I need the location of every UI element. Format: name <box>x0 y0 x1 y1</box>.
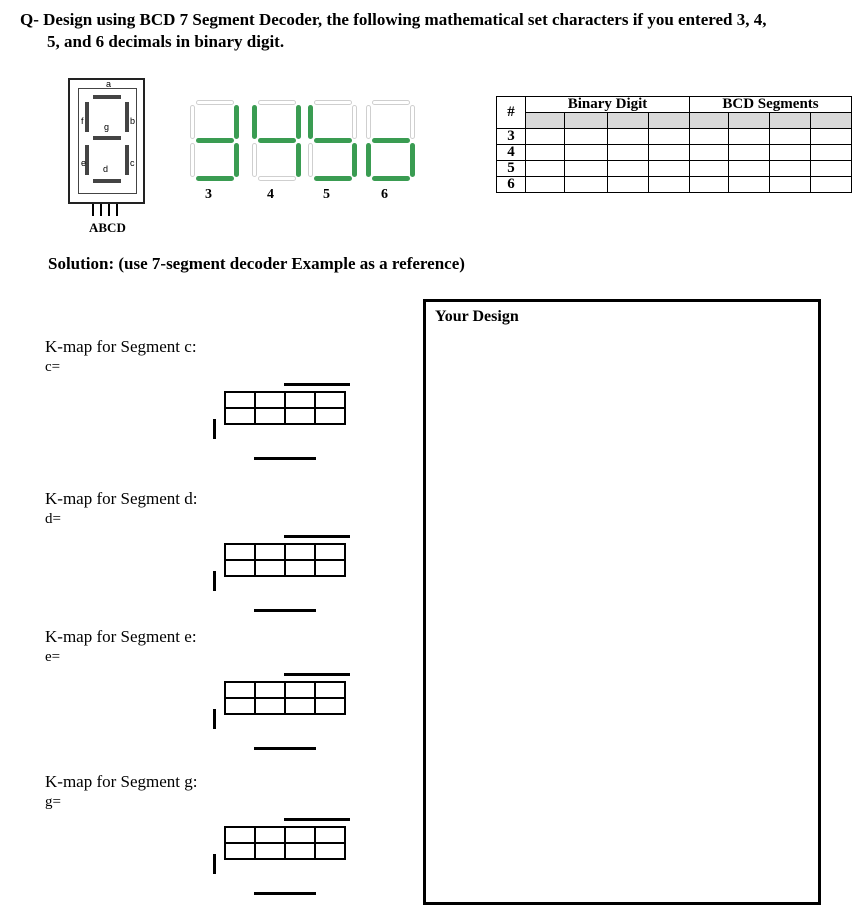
table-subheader-cell <box>690 113 729 129</box>
legend-segment-c <box>125 145 129 175</box>
kmap-variable-bar-top <box>284 818 350 821</box>
table-cell[interactable] <box>565 177 608 193</box>
table-cell[interactable] <box>729 129 770 145</box>
digit-segment-a <box>258 100 296 105</box>
kmap-equation[interactable]: e= <box>45 649 61 665</box>
kmap-cell[interactable] <box>225 392 255 408</box>
table-cell[interactable] <box>526 145 565 161</box>
kmap-variable-bar-left <box>213 709 216 729</box>
table-subheader-cell <box>608 113 649 129</box>
digit-label: 5 <box>323 187 330 202</box>
design-box[interactable] <box>423 299 821 905</box>
table-cell[interactable] <box>729 177 770 193</box>
kmap-variable-bar-left <box>213 571 216 591</box>
table-cell[interactable] <box>649 145 690 161</box>
table-header-number: # <box>497 97 526 129</box>
digit-segment-e <box>252 143 257 177</box>
kmap-grid <box>224 543 346 577</box>
kmap-cell[interactable] <box>225 827 255 843</box>
digit-segment-c <box>234 143 239 177</box>
kmap-cell[interactable] <box>225 560 255 576</box>
kmap-cell[interactable] <box>225 682 255 698</box>
kmap-variable-bar-top <box>284 673 350 676</box>
legend-frame <box>78 88 137 194</box>
table-cell[interactable] <box>649 177 690 193</box>
table-subheader-cell <box>811 113 852 129</box>
question-line-2: 5, and 6 decimals in binary digit. <box>47 32 285 51</box>
question-line-1: Q- Design using BCD 7 Segment Decoder, the following mathematical set characters if you entered 3, 4, <box>20 10 767 29</box>
digit-segment-b <box>352 105 357 139</box>
table-cell[interactable] <box>729 161 770 177</box>
kmap-cell[interactable] <box>285 392 315 408</box>
kmap-equation[interactable]: d= <box>45 511 61 527</box>
legend-label-f: f <box>81 116 84 126</box>
digit-segment-b <box>234 105 239 139</box>
kmap-cell[interactable] <box>225 843 255 859</box>
table-cell[interactable] <box>526 161 565 177</box>
table-row-number: 5 <box>497 161 526 177</box>
table-subheader-cell <box>770 113 811 129</box>
kmap-row <box>225 408 345 424</box>
legend-segment-d <box>93 179 121 183</box>
table-cell[interactable] <box>649 129 690 145</box>
kmap-cell[interactable] <box>255 544 285 560</box>
kmap-row <box>225 392 345 408</box>
table-cell[interactable] <box>526 129 565 145</box>
legend-segment-f <box>85 102 89 132</box>
digit-segment-b <box>296 105 301 139</box>
truth-table <box>496 96 852 193</box>
kmap-cell[interactable] <box>255 682 285 698</box>
digit-segment-f <box>252 105 257 139</box>
seven-segment-legend <box>68 78 145 204</box>
digit-segment-e <box>366 143 371 177</box>
kmap-title: K-map for Segment g: <box>45 772 198 791</box>
table-row <box>497 129 852 145</box>
kmap-cell[interactable] <box>255 560 285 576</box>
pin-b <box>100 204 102 216</box>
table-cell[interactable] <box>690 161 729 177</box>
pin-d <box>116 204 118 216</box>
table-cell[interactable] <box>690 177 729 193</box>
kmap-cell[interactable] <box>225 408 255 424</box>
digit-segment-d <box>314 176 352 181</box>
digit-segment-g <box>372 138 410 143</box>
kmap-variable-bar-left <box>213 419 216 439</box>
kmap-cell[interactable] <box>285 544 315 560</box>
kmap-grid <box>224 391 346 425</box>
kmap-cell[interactable] <box>285 682 315 698</box>
digit-segment-b <box>410 105 415 139</box>
digit-segment-g <box>314 138 352 143</box>
kmap-row <box>225 843 345 859</box>
kmap-cell[interactable] <box>255 392 285 408</box>
table-row <box>497 177 852 193</box>
table-cell[interactable] <box>565 161 608 177</box>
kmap-cell[interactable] <box>315 698 345 714</box>
table-subheader-cell <box>649 113 690 129</box>
table-header-row <box>497 97 852 113</box>
digit-label: 4 <box>267 187 274 202</box>
legend-label-d: d <box>103 164 109 174</box>
kmap-cell[interactable] <box>225 544 255 560</box>
legend-label-e: e <box>81 158 87 168</box>
kmap-cell[interactable] <box>315 544 345 560</box>
kmap-variable-bar-bottom <box>254 457 316 460</box>
table-cell[interactable] <box>608 161 649 177</box>
table-cell[interactable] <box>608 145 649 161</box>
table-cell[interactable] <box>811 145 852 161</box>
kmap-equation[interactable]: g= <box>45 794 61 810</box>
kmap-variable-bar-bottom <box>254 747 316 750</box>
legend-label-b: b <box>130 116 136 126</box>
kmap-cell[interactable] <box>315 392 345 408</box>
kmap-variable-bar-bottom <box>254 609 316 612</box>
digit-segment-g <box>258 138 296 143</box>
kmap-title: K-map for Segment d: <box>45 489 198 508</box>
solution-heading: Solution: (use 7-segment decoder Example as a reference) <box>48 254 465 273</box>
kmap-cell[interactable] <box>255 698 285 714</box>
table-cell[interactable] <box>811 129 852 145</box>
kmap-cell[interactable] <box>255 843 285 859</box>
digit-segment-a <box>372 100 410 105</box>
legend-segment-a <box>93 95 121 99</box>
table-cell[interactable] <box>690 145 729 161</box>
table-cell[interactable] <box>565 145 608 161</box>
digit-segment-d <box>372 176 410 181</box>
digit-segment-e <box>190 143 195 177</box>
digit-segment-f <box>308 105 313 139</box>
kmap-variable-bar-top <box>284 383 350 386</box>
digit-segment-d <box>258 176 296 181</box>
table-header-binary: Binary Digit <box>526 97 690 113</box>
table-subheader-cell <box>565 113 608 129</box>
pin-c <box>108 204 110 216</box>
legend-label-g: g <box>104 122 110 132</box>
table-row <box>497 161 852 177</box>
digit-segment-f <box>190 105 195 139</box>
table-subheader-cell <box>729 113 770 129</box>
kmap-cell[interactable] <box>285 698 315 714</box>
kmap-equation[interactable]: c= <box>45 359 61 375</box>
kmap-title: K-map for Segment e: <box>45 627 197 646</box>
table-cell[interactable] <box>770 145 811 161</box>
table-cell[interactable] <box>770 129 811 145</box>
legend-segment-g <box>93 136 121 140</box>
digit-segment-a <box>196 100 234 105</box>
kmap-cell[interactable] <box>255 408 285 424</box>
pin-a <box>92 204 94 216</box>
digit-segment-d <box>196 176 234 181</box>
kmap-cell[interactable] <box>315 408 345 424</box>
question-text <box>20 9 840 53</box>
digit-display <box>366 100 416 180</box>
table-cell[interactable] <box>565 129 608 145</box>
digit-display <box>308 100 358 180</box>
digit-display <box>252 100 302 180</box>
table-header-bcd: BCD Segments <box>690 97 852 113</box>
kmap-variable-bar-bottom <box>254 892 316 895</box>
kmap-cell[interactable] <box>285 560 315 576</box>
legend-segment-b <box>125 102 129 132</box>
digit-display <box>190 100 240 180</box>
kmap-title: K-map for Segment c: <box>45 337 197 356</box>
digit-label: 3 <box>205 187 212 202</box>
table-cell[interactable] <box>690 129 729 145</box>
kmap-cell[interactable] <box>285 408 315 424</box>
table-cell[interactable] <box>608 177 649 193</box>
digit-segment-c <box>410 143 415 177</box>
table-row-number: 4 <box>497 145 526 161</box>
kmap-grid <box>224 826 346 860</box>
table-row-number: 6 <box>497 177 526 193</box>
kmap-cell[interactable] <box>315 682 345 698</box>
digit-segment-e <box>308 143 313 177</box>
digit-segment-a <box>314 100 352 105</box>
table-row-number: 3 <box>497 129 526 145</box>
kmap-variable-bar-top <box>284 535 350 538</box>
kmap-grid <box>224 681 346 715</box>
kmap-cell[interactable] <box>285 843 315 859</box>
digit-segment-g <box>196 138 234 143</box>
design-box-title: Your Design <box>435 308 519 325</box>
inputs-label: ABCD <box>89 220 126 235</box>
table-cell[interactable] <box>811 161 852 177</box>
kmap-cell[interactable] <box>315 560 345 576</box>
kmap-row <box>225 682 345 698</box>
kmap-row <box>225 544 345 560</box>
digit-segment-f <box>366 105 371 139</box>
table-subheader-cell <box>526 113 565 129</box>
table-row <box>497 145 852 161</box>
kmap-cell[interactable] <box>315 827 345 843</box>
kmap-cell[interactable] <box>255 827 285 843</box>
kmap-variable-bar-left <box>213 854 216 874</box>
digit-segment-c <box>352 143 357 177</box>
table-cell[interactable] <box>811 177 852 193</box>
table-cell[interactable] <box>770 177 811 193</box>
table-body <box>497 129 852 193</box>
kmap-cell[interactable] <box>225 698 255 714</box>
table-cell[interactable] <box>729 145 770 161</box>
kmap-cell[interactable] <box>285 827 315 843</box>
legend-label-a: a <box>106 79 112 89</box>
table-cell[interactable] <box>608 129 649 145</box>
table-subheader-row <box>497 113 852 129</box>
table-cell[interactable] <box>770 161 811 177</box>
table-cell[interactable] <box>649 161 690 177</box>
kmap-row <box>225 698 345 714</box>
kmap-row <box>225 560 345 576</box>
digit-label: 6 <box>381 187 388 202</box>
table-cell[interactable] <box>526 177 565 193</box>
kmap-row <box>225 827 345 843</box>
digit-segment-c <box>296 143 301 177</box>
legend-label-c: c <box>130 158 135 168</box>
kmap-cell[interactable] <box>315 843 345 859</box>
